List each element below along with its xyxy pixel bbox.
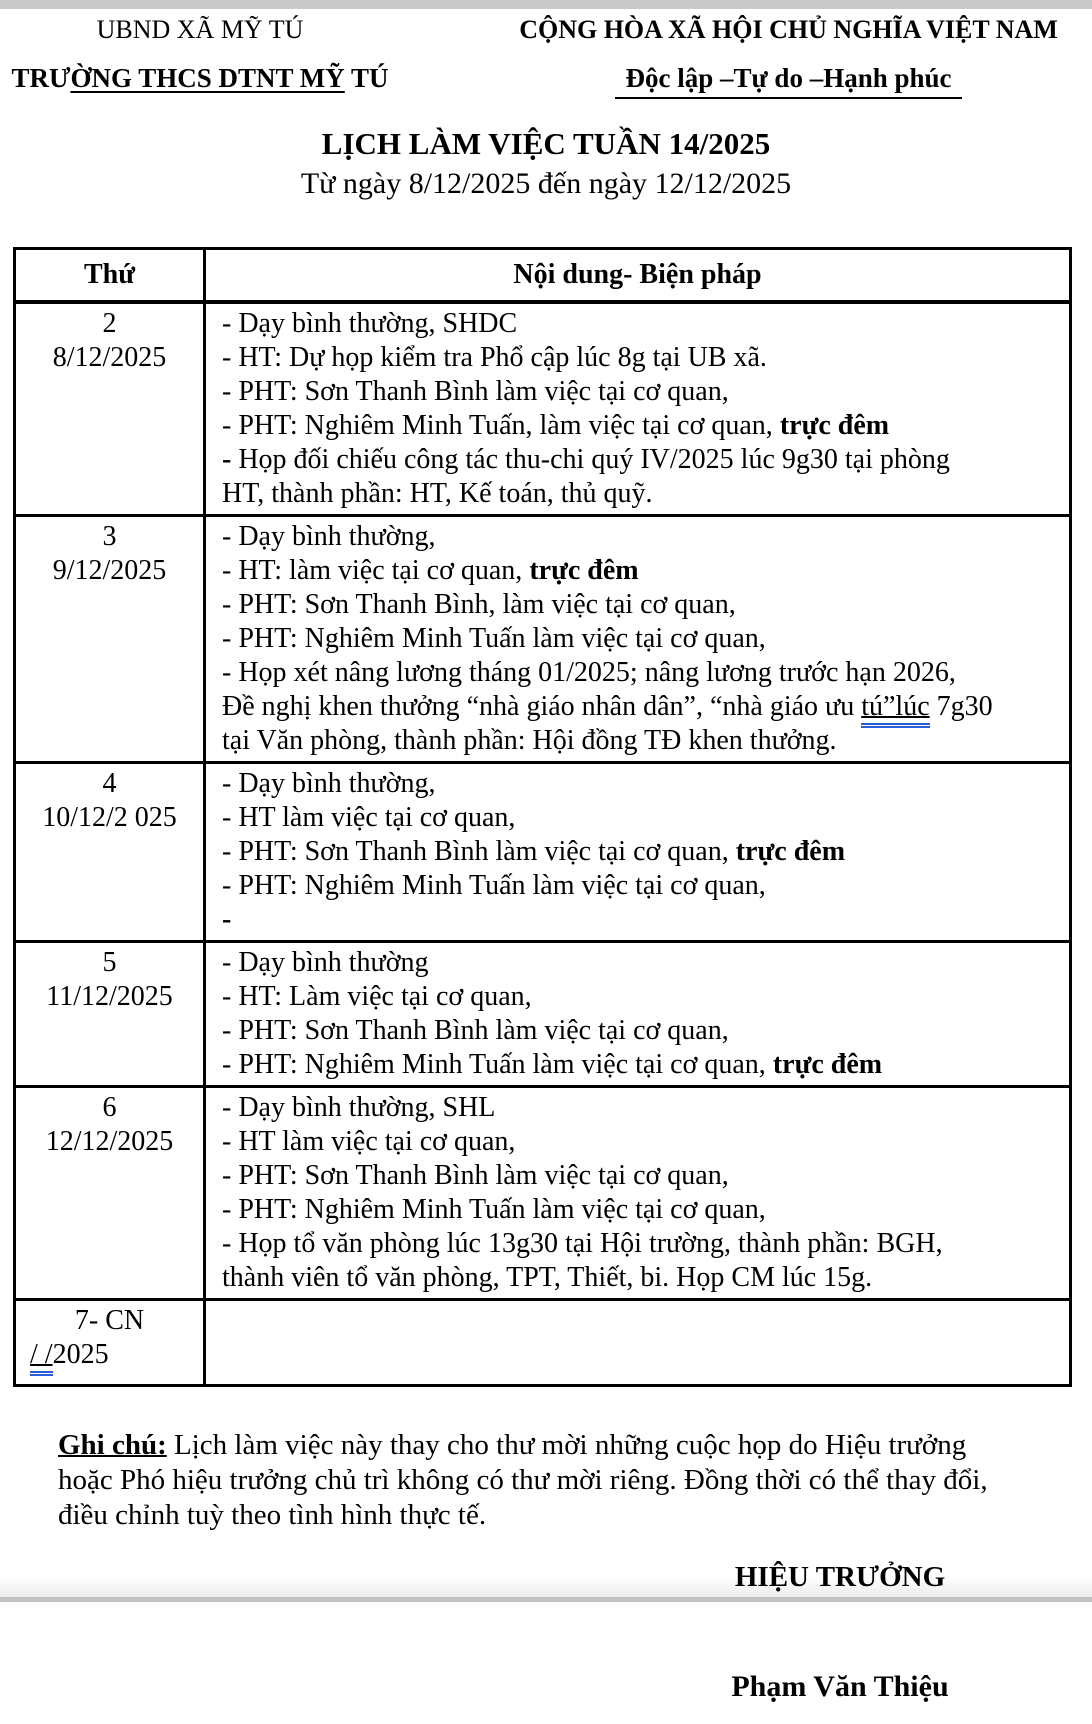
text-segment: - PHT: Sơn Thanh Bình, làm việc tại cơ quan, xyxy=(222,589,736,620)
content-line xyxy=(222,520,1061,554)
day-date xyxy=(16,1338,203,1372)
content-line xyxy=(222,980,1061,1014)
day-cell xyxy=(15,516,205,763)
text-segment: 12/12/2025 xyxy=(45,1126,174,1157)
day-number: 3 xyxy=(102,521,117,552)
content-line xyxy=(222,767,1061,801)
text-segment: - Họp tổ văn phòng lúc 13g30 tại Hội trường, thành phần: BGH, xyxy=(222,1228,943,1259)
org-parent-name: UBND XÃ MỸ TÚ xyxy=(96,15,304,44)
content-line xyxy=(222,622,1061,656)
content-line xyxy=(222,588,1061,622)
text-segment: - xyxy=(222,444,239,475)
text-segment: - Dạy bình thường, SHDC xyxy=(222,308,518,339)
table-row-day-2 xyxy=(15,302,1071,516)
text-segment: - PHT: Nghiêm Minh Tuấn làm việc tại cơ quan, xyxy=(222,1194,766,1225)
page-break-divider xyxy=(0,1597,1092,1602)
content-line xyxy=(222,835,1061,869)
content-line xyxy=(222,656,1061,690)
text-segment: - Dạy bình thường xyxy=(222,947,429,978)
content-line xyxy=(222,869,1061,903)
content-line xyxy=(222,946,1061,980)
table-row-day-7- CN xyxy=(15,1300,1071,1386)
text-segment: - Dạy bình thường, xyxy=(222,768,436,799)
day-number: 4 xyxy=(102,768,117,799)
content-line xyxy=(222,1125,1061,1159)
text-segment: - PHT: Nghiêm Minh Tuấn làm việc tại cơ quan, xyxy=(222,870,766,901)
content-line xyxy=(222,477,1061,511)
content-line xyxy=(222,307,1061,341)
text-segment: HT, thành phần: HT, Kế toán, thủ quỹ. xyxy=(222,478,653,509)
day-cell xyxy=(15,942,205,1087)
content-cell xyxy=(205,516,1071,763)
day-cell xyxy=(15,763,205,942)
text-segment: tú”lúc xyxy=(861,691,929,728)
content-line xyxy=(222,1193,1061,1227)
text-segment: 10/12/2 025 xyxy=(42,802,177,833)
national-motto-text: Độc lập –Tự do –Hạnh phúc xyxy=(615,62,961,99)
content-cell xyxy=(205,942,1071,1087)
content-line xyxy=(222,1048,1061,1082)
content-line xyxy=(222,1261,1061,1295)
text-segment: - HT làm việc tại cơ quan, xyxy=(222,1126,516,1157)
text-segment: - PHT: Sơn Thanh Bình làm việc tại cơ quan, xyxy=(222,1015,729,1046)
org-school-name-post: TÚ xyxy=(344,63,389,93)
content-line xyxy=(222,1227,1061,1261)
note-line: điều chỉnh tuỳ theo tình hình thực tế. xyxy=(58,1499,487,1531)
table-row-day-3 xyxy=(15,516,1071,763)
content-line xyxy=(222,375,1061,409)
note-label: Ghi chú: xyxy=(58,1429,167,1461)
day-number: 7- CN xyxy=(74,1305,145,1336)
text-segment: - PHT: Nghiêm Minh Tuấn, làm việc tại cơ quan, xyxy=(222,410,780,441)
day-number: 5 xyxy=(102,947,117,978)
text-segment: - HT: Làm việc tại cơ quan, xyxy=(222,981,532,1012)
content-cell xyxy=(205,1087,1071,1300)
text-segment: 8/12/2025 xyxy=(52,342,167,373)
content-line xyxy=(222,1091,1061,1125)
text-segment: / / xyxy=(30,1339,53,1376)
letterhead-left xyxy=(0,15,400,99)
column-header-day: Thứ xyxy=(15,249,205,303)
content-line xyxy=(222,690,1061,724)
page-title: LỊCH LÀM VIỆC TUẦN 14/2025 xyxy=(321,126,771,161)
content-cell xyxy=(205,763,1071,942)
day-date xyxy=(16,341,203,375)
org-school-name-underlined: ỜNG THCS DTNT MỸ xyxy=(70,63,345,93)
day-cell xyxy=(15,1300,205,1386)
text-segment: trực đêm xyxy=(529,555,639,586)
table-row-day-4 xyxy=(15,763,1071,942)
text-segment: Họp đối chiếu công tác thu-chi quý IV/2025 lúc 9g30 tại phòng xyxy=(238,444,950,475)
text-segment: - Dạy bình thường, xyxy=(222,521,436,552)
content-line xyxy=(222,903,1061,937)
content-line xyxy=(222,1159,1061,1193)
column-header-content: Nội dung- Biện pháp xyxy=(205,249,1071,303)
org-school-name xyxy=(0,62,400,94)
text-segment: Đề nghị khen thưởng “nhà giáo nhân dân”, “nhà giáo ưu xyxy=(222,691,862,722)
content-line xyxy=(222,443,1061,477)
text-segment: 7g30 xyxy=(929,691,993,722)
text-segment: trực đêm xyxy=(772,1049,883,1080)
text-segment: 9/12/2025 xyxy=(52,555,167,586)
schedule-table xyxy=(13,247,1072,1387)
text-segment: trực đêm xyxy=(779,410,890,441)
content-cell xyxy=(205,302,1071,516)
text-segment: - PHT: Sơn Thanh Bình làm việc tại cơ quan, xyxy=(222,376,729,407)
text-segment: - HT làm việc tại cơ quan, xyxy=(222,802,516,833)
text-segment: tại Văn phòng, thành phần: Hội đồng TĐ khen thưởng. xyxy=(222,725,837,756)
day-date xyxy=(16,980,203,1014)
page-subtitle: Từ ngày 8/12/2025 đến ngày 12/12/2025 xyxy=(300,167,792,200)
day-date xyxy=(16,1125,203,1159)
national-title: CỘNG HÒA XÃ HỘI CHỦ NGHĨA VIỆT NAM xyxy=(519,15,1058,44)
note-line: hoặc Phó hiệu trưởng chủ trì không có thư mời riêng. Đồng thời có thể thay đổi, xyxy=(58,1464,988,1496)
text-segment: 2025 xyxy=(52,1339,109,1370)
text-segment: 11/12/2025 xyxy=(46,981,173,1012)
text-segment: - HT: Dự họp kiểm tra Phổ cập lúc 8g tại UB xã. xyxy=(222,342,767,373)
table-row-day-5 xyxy=(15,942,1071,1087)
content-line xyxy=(222,1014,1061,1048)
text-segment: - PHT: Sơn Thanh Bình làm việc tại cơ quan, xyxy=(222,1160,729,1191)
schedule-table-head xyxy=(15,249,1071,303)
text-segment: - Họp xét nâng lương tháng 01/2025; nâng lương trước hạn 2026, xyxy=(222,657,956,688)
signature-name: Phạm Văn Thiệu xyxy=(731,1670,949,1703)
note-line: Ghi chú: Lịch làm việc này thay cho thư mời những cuộc họp do Hiệu trưởng xyxy=(58,1429,967,1461)
schedule-header-row xyxy=(15,249,1071,303)
national-motto xyxy=(485,62,1092,99)
content-line xyxy=(222,409,1061,443)
text-segment: thành viên tổ văn phòng, TPT, Thiết, bi. Họp CM lúc 15g. xyxy=(222,1262,873,1293)
letterhead xyxy=(0,15,1092,99)
content-line xyxy=(222,554,1061,588)
content-line xyxy=(222,801,1061,835)
day-cell xyxy=(15,302,205,516)
letterhead-right xyxy=(400,15,1092,99)
content-cell xyxy=(205,1300,1071,1386)
day-date xyxy=(16,554,203,588)
schedule-body xyxy=(15,302,1071,1386)
text-segment: - HT: làm việc tại cơ quan, xyxy=(222,555,530,586)
window-top-bar xyxy=(0,0,1092,9)
day-cell xyxy=(15,1087,205,1300)
org-school-name-pre: TRƯ xyxy=(11,63,71,93)
day-date xyxy=(16,801,203,835)
content-line xyxy=(222,341,1061,375)
table-row-day-6 xyxy=(15,1087,1071,1300)
day-number: 6 xyxy=(102,1092,117,1123)
text-segment: - PHT: Nghiêm Minh Tuấn làm việc tại cơ quan, xyxy=(222,623,766,654)
text-segment: - xyxy=(222,904,232,935)
text-segment: - PHT: Nghiêm Minh Tuấn làm việc tại cơ quan, xyxy=(222,1049,773,1080)
note xyxy=(58,1428,1037,1533)
content-line xyxy=(222,724,1061,758)
text-segment: - Dạy bình thường, SHL xyxy=(222,1092,496,1123)
text-segment: - PHT: Sơn Thanh Bình làm việc tại cơ quan, xyxy=(222,836,736,867)
text-segment: trực đêm xyxy=(735,836,846,867)
day-number: 2 xyxy=(102,308,117,339)
